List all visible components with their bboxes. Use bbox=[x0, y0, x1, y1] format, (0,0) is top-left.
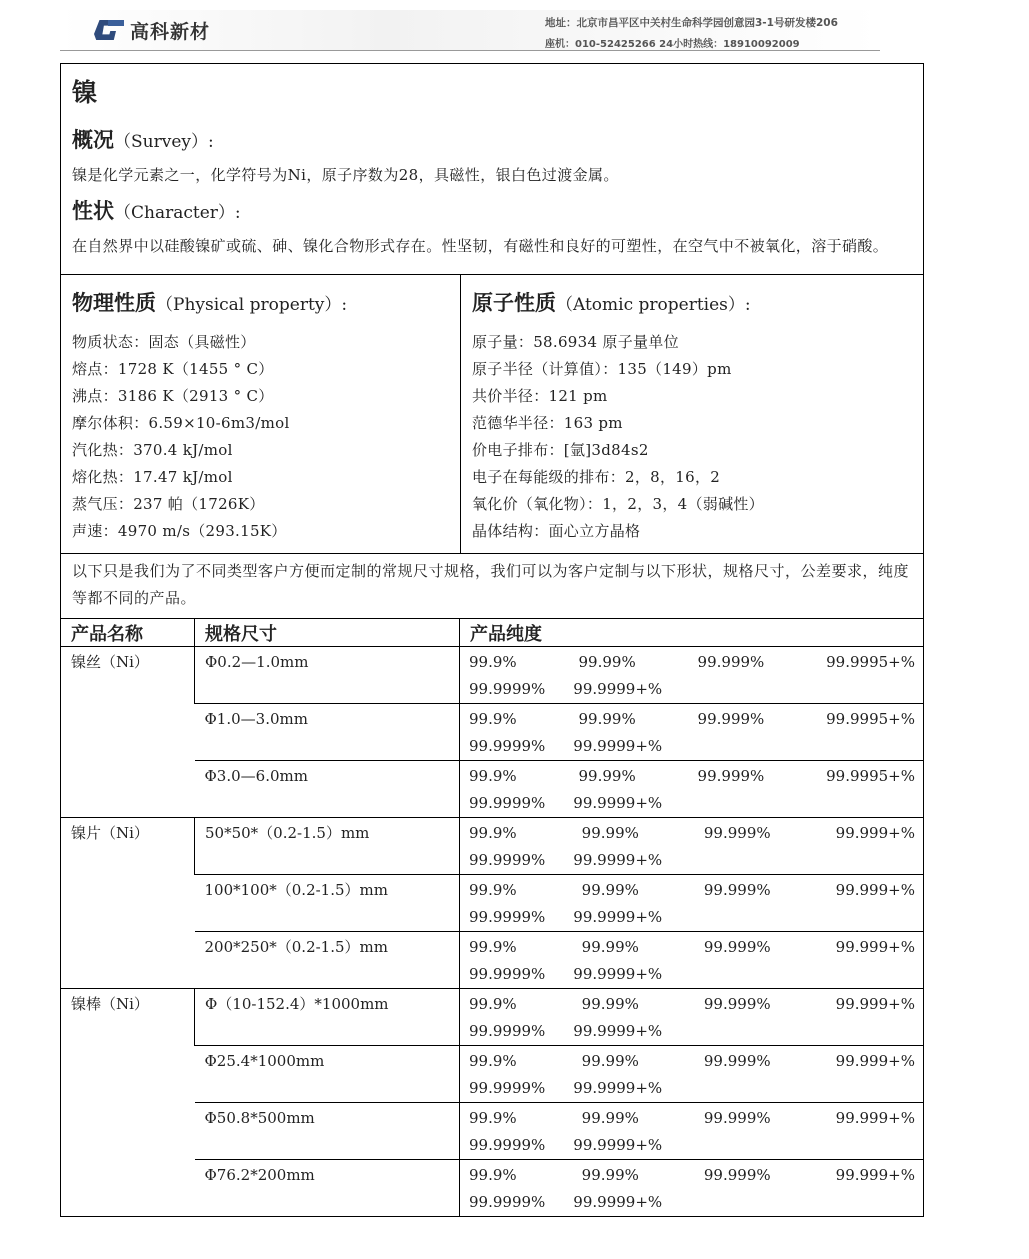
purity-value: 99.999+% bbox=[835, 881, 915, 899]
purity-line bbox=[469, 790, 915, 817]
atomic-line: 价电子排布：[氩]3d84s2 bbox=[472, 441, 649, 459]
company-logo bbox=[94, 16, 210, 44]
header-phone: 座机：010-52425266 24小时热线：18910092009 bbox=[545, 39, 800, 50]
purity-value: 99.9999% bbox=[469, 680, 546, 698]
purity-value: 99.9999% bbox=[469, 1193, 546, 1211]
purity-value: 99.99% bbox=[578, 653, 636, 671]
purity-value: 99.99% bbox=[578, 710, 636, 728]
spec-cell: Φ25.4*1000mm bbox=[195, 1046, 460, 1103]
character-heading bbox=[72, 197, 913, 227]
purity-value: 99.999% bbox=[703, 938, 771, 956]
purity-value: 99.999+% bbox=[835, 995, 915, 1013]
purity-value: 99.9995+% bbox=[826, 710, 915, 728]
purity-value: 99.9999+% bbox=[573, 737, 663, 755]
atomic-line: 晶体结构：面心立方晶格 bbox=[472, 522, 641, 540]
physical-line: 蒸气压：237 帕（1726K） bbox=[72, 495, 265, 513]
purity-line bbox=[469, 1018, 915, 1045]
purity-line bbox=[469, 649, 915, 676]
purity-value: 99.9999+% bbox=[573, 1193, 663, 1211]
purity-value: 99.9% bbox=[469, 995, 517, 1013]
purity-line bbox=[469, 820, 915, 847]
purity-cell bbox=[460, 704, 924, 761]
purity-value: 99.999+% bbox=[835, 1166, 915, 1184]
product-name: 镍丝（Ni） bbox=[61, 647, 195, 818]
physical-title-en: （Physical property）: bbox=[156, 295, 348, 315]
purity-line bbox=[469, 877, 915, 904]
purity-line bbox=[469, 1048, 915, 1075]
datasheet bbox=[60, 63, 924, 1217]
purity-cell bbox=[460, 1046, 924, 1103]
header-purity: 产品纯度 bbox=[460, 619, 924, 647]
header-address: 地址：北京市昌平区中关村生命科学园创意园3-1号研发楼206 bbox=[545, 17, 838, 29]
purity-value: 99.999% bbox=[697, 767, 765, 785]
purity-value: 99.9999% bbox=[469, 1022, 546, 1040]
purity-cell bbox=[460, 932, 924, 989]
page-header bbox=[60, 10, 880, 51]
survey-title-en: （Survey）: bbox=[114, 132, 214, 152]
survey-text: 镍是化学元素之一，化学符号为Ni，原子序数为28，具磁性，银白色过渡金属。 bbox=[72, 166, 619, 184]
header-spec: 规格尺寸 bbox=[195, 619, 460, 647]
atomic-line: 原子半径（计算值）：135（149）pm bbox=[472, 360, 732, 378]
purity-value: 99.99% bbox=[581, 938, 639, 956]
survey-heading bbox=[72, 126, 913, 156]
physical-line: 物质状态：固态（具磁性） bbox=[72, 333, 256, 351]
table-row bbox=[61, 818, 923, 875]
spec-cell: Φ0.2—1.0mm bbox=[195, 647, 460, 704]
purity-line bbox=[469, 1075, 915, 1102]
survey-title-cn: 概况 bbox=[72, 127, 114, 152]
purity-value: 99.99% bbox=[581, 1052, 639, 1070]
purity-value: 99.999% bbox=[703, 881, 771, 899]
purity-value: 99.99% bbox=[581, 1109, 639, 1127]
purity-cell bbox=[460, 989, 924, 1046]
physical-list bbox=[72, 329, 450, 545]
atomic-heading bbox=[472, 289, 913, 319]
purity-value: 99.9999+% bbox=[573, 908, 663, 926]
purity-value: 99.9999+% bbox=[573, 1079, 663, 1097]
purity-value: 99.9999% bbox=[469, 908, 546, 926]
purity-cell bbox=[460, 761, 924, 818]
atomic-line: 原子量：58.6934 原子量单位 bbox=[472, 333, 679, 351]
purity-line bbox=[469, 904, 915, 931]
table-row bbox=[61, 647, 923, 704]
purity-line bbox=[469, 991, 915, 1018]
table-header-row bbox=[61, 619, 923, 647]
purity-value: 99.999% bbox=[703, 1109, 771, 1127]
purity-value: 99.99% bbox=[581, 995, 639, 1013]
physical-line: 沸点：3186 K（2913 ° C） bbox=[72, 387, 274, 405]
physical-line: 摩尔体积：6.59×10-6m3/mol bbox=[72, 414, 290, 432]
atomic-line: 共价半径：121 pm bbox=[472, 387, 608, 405]
properties-section bbox=[61, 275, 923, 554]
purity-line bbox=[469, 1189, 915, 1216]
purity-value: 99.999% bbox=[703, 1052, 771, 1070]
physical-line: 声速：4970 m/s（293.15K） bbox=[72, 522, 287, 540]
purity-cell bbox=[460, 1160, 924, 1217]
table-row bbox=[61, 989, 923, 1046]
atomic-line: 电子在每能级的排布：2，8，16，2 bbox=[472, 468, 721, 486]
character-text: 在自然界中以硅酸镍矿或硫、砷、镍化合物形式存在。性坚韧，有磁性和良好的可塑性，在空气中不被氧化，溶于硝酸。 bbox=[72, 237, 889, 255]
spec-cell: 50*50*（0.2-1.5）mm bbox=[195, 818, 460, 875]
purity-value: 99.99% bbox=[578, 767, 636, 785]
purity-value: 99.9999+% bbox=[573, 1022, 663, 1040]
physical-line: 汽化热：370.4 kJ/mol bbox=[72, 441, 233, 459]
purity-value: 99.999+% bbox=[835, 1052, 915, 1070]
spec-cell: Φ3.0—6.0mm bbox=[195, 761, 460, 818]
physical-line: 熔点：1728 K（1455 ° C） bbox=[72, 360, 274, 378]
purity-value: 99.9999% bbox=[469, 1136, 546, 1154]
atomic-title-cn: 原子性质 bbox=[472, 290, 556, 315]
purity-line bbox=[469, 733, 915, 760]
purity-line bbox=[469, 1132, 915, 1159]
character-title-en: （Character）: bbox=[114, 203, 241, 223]
spec-cell: Φ50.8*500mm bbox=[195, 1103, 460, 1160]
purity-value: 99.9999% bbox=[469, 1079, 546, 1097]
purity-value: 99.9999% bbox=[469, 737, 546, 755]
purity-line bbox=[469, 763, 915, 790]
physical-line: 熔化热：17.47 kJ/mol bbox=[72, 468, 233, 486]
purity-value: 99.9% bbox=[469, 767, 517, 785]
product-name: 镍片（Ni） bbox=[61, 818, 195, 989]
intro-section bbox=[61, 64, 923, 275]
header-product-name: 产品名称 bbox=[61, 619, 195, 647]
purity-cell bbox=[460, 875, 924, 932]
atomic-list bbox=[472, 329, 913, 545]
purity-value: 99.99% bbox=[581, 824, 639, 842]
purity-value: 99.999% bbox=[697, 653, 765, 671]
physical-title-cn: 物理性质 bbox=[72, 290, 156, 315]
purity-value: 99.9999+% bbox=[573, 851, 663, 869]
spec-cell: Φ76.2*200mm bbox=[195, 1160, 460, 1217]
purity-value: 99.9999+% bbox=[573, 794, 663, 812]
purity-line bbox=[469, 847, 915, 874]
purity-value: 99.9% bbox=[469, 881, 517, 899]
purity-value: 99.999% bbox=[703, 824, 771, 842]
purity-value: 99.9999% bbox=[469, 851, 546, 869]
atomic-properties bbox=[461, 275, 923, 553]
spec-cell: Φ（10-152.4）*1000mm bbox=[195, 989, 460, 1046]
purity-value: 99.9% bbox=[469, 824, 517, 842]
purity-value: 99.9999+% bbox=[573, 965, 663, 983]
atomic-line: 氧化价（氧化物）：1，2，3，4（弱碱性） bbox=[472, 495, 764, 513]
custom-note: 以下只是我们为了不同类型客户方便而定制的常规尺寸规格，我们可以为客户定制与以下形状，规格尺寸，公差要求，纯度等都不同的产品。 bbox=[61, 554, 923, 619]
physical-heading bbox=[72, 289, 450, 319]
purity-value: 99.999+% bbox=[835, 938, 915, 956]
purity-line bbox=[469, 961, 915, 988]
purity-line bbox=[469, 1105, 915, 1132]
purity-value: 99.9% bbox=[469, 1166, 517, 1184]
purity-value: 99.99% bbox=[581, 881, 639, 899]
purity-cell bbox=[460, 647, 924, 704]
purity-cell bbox=[460, 1103, 924, 1160]
purity-value: 99.9999+% bbox=[573, 1136, 663, 1154]
purity-value: 99.9999+% bbox=[573, 680, 663, 698]
spec-cell: 100*100*（0.2-1.5）mm bbox=[195, 875, 460, 932]
physical-properties bbox=[61, 275, 461, 553]
atomic-line: 范德华半径：163 pm bbox=[472, 414, 623, 432]
purity-value: 99.999% bbox=[697, 710, 765, 728]
atomic-title-en: （Atomic properties）: bbox=[556, 295, 751, 315]
purity-line bbox=[469, 934, 915, 961]
purity-value: 99.999+% bbox=[835, 1109, 915, 1127]
product-table bbox=[61, 619, 923, 1216]
purity-line bbox=[469, 706, 915, 733]
spec-cell: 200*250*（0.2-1.5）mm bbox=[195, 932, 460, 989]
purity-value: 99.9999% bbox=[469, 794, 546, 812]
product-name: 镍棒（Ni） bbox=[61, 989, 195, 1217]
purity-line bbox=[469, 676, 915, 703]
purity-value: 99.9% bbox=[469, 710, 517, 728]
purity-value: 99.999+% bbox=[835, 824, 915, 842]
purity-value: 99.9% bbox=[469, 653, 517, 671]
character-title-cn: 性状 bbox=[72, 198, 114, 223]
purity-value: 99.9995+% bbox=[826, 767, 915, 785]
purity-value: 99.999% bbox=[703, 995, 771, 1013]
purity-value: 99.9995+% bbox=[826, 653, 915, 671]
purity-line bbox=[469, 1162, 915, 1189]
purity-value: 99.99% bbox=[581, 1166, 639, 1184]
spec-cell: Φ1.0—3.0mm bbox=[195, 704, 460, 761]
logo-mark-icon bbox=[94, 18, 124, 42]
purity-value: 99.9% bbox=[469, 938, 517, 956]
purity-value: 99.9% bbox=[469, 1052, 517, 1070]
purity-value: 99.9% bbox=[469, 1109, 517, 1127]
element-title: 镍 bbox=[72, 78, 98, 107]
purity-value: 99.999% bbox=[703, 1166, 771, 1184]
company-name: 高科新材 bbox=[130, 20, 211, 43]
purity-cell bbox=[460, 818, 924, 875]
purity-value: 99.9999% bbox=[469, 965, 546, 983]
